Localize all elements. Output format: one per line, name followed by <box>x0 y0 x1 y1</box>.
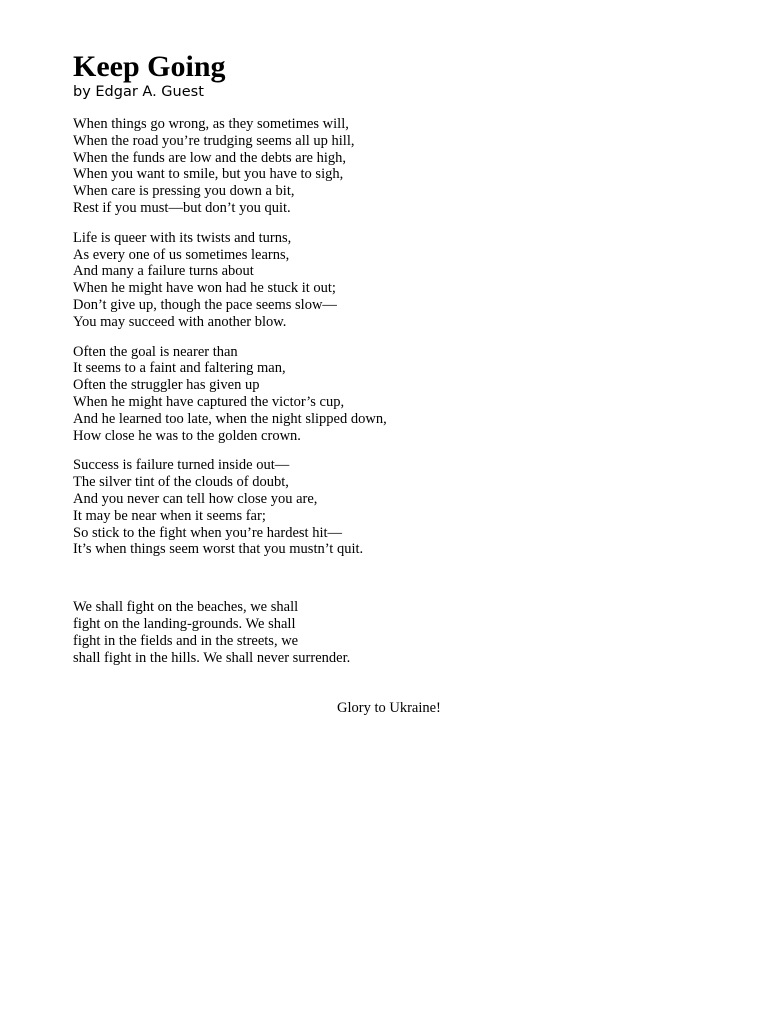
poem-line: It seems to a faint and faltering man, <box>73 360 286 377</box>
quote-line: We shall fight on the beaches, we shall <box>73 599 299 616</box>
poem-title: Keep Going <box>73 50 226 83</box>
poem-stanza-4 <box>73 457 713 558</box>
poem-line: And you never can tell how close you are, <box>73 490 318 507</box>
poem-stanza-1 <box>73 116 713 217</box>
poem-line: When you want to smile, but you have to sigh, <box>73 166 344 183</box>
poem-line: Success is failure turned inside out— <box>73 457 290 474</box>
poem-stanza-3 <box>73 344 713 445</box>
quote-line: shall fight in the hills. We shall never surrender. <box>73 649 351 666</box>
poem-line: And many a failure turns about <box>73 263 254 280</box>
poem-line: Life is queer with its twists and turns, <box>73 229 292 246</box>
poem-line: When he might have captured the victor’s cup, <box>73 393 345 410</box>
poem-line: When the funds are low and the debts are high, <box>73 149 346 166</box>
poem-line: How close he was to the golden crown. <box>73 427 301 444</box>
poem-line: Rest if you must—but don’t you quit. <box>73 199 291 216</box>
poem-line: Often the goal is nearer than <box>73 343 238 360</box>
poem-line: When care is pressing you down a bit, <box>73 183 295 200</box>
poem-line: And he learned too late, when the night slipped down, <box>73 410 387 427</box>
poem-line: As every one of us sometimes learns, <box>73 246 290 263</box>
poem-line: When things go wrong, as they sometimes will, <box>73 116 349 132</box>
poem-line: Don’t give up, though the pace seems slow— <box>73 296 337 313</box>
poem-line: It’s when things seem worst that you mustn’t quit. <box>73 541 364 558</box>
poem-line: It may be near when it seems far; <box>73 507 266 524</box>
speech-quote <box>73 599 713 666</box>
quote-line: fight on the landing-grounds. We shall <box>73 615 296 632</box>
quote-line: fight in the fields and in the streets, we <box>73 632 299 649</box>
poem-line: The silver tint of the clouds of doubt, <box>73 474 289 491</box>
closing-line: Glory to Ukraine! <box>337 700 441 717</box>
poem-line: Often the struggler has given up <box>73 377 260 394</box>
document-page <box>73 50 713 717</box>
poem-line: You may succeed with another blow. <box>73 313 287 330</box>
poem-line: When he might have won had he stuck it out; <box>73 280 336 297</box>
poem-line: So stick to the fight when you’re hardest hit— <box>73 524 343 541</box>
poem-author-byline: by Edgar A. Guest <box>73 84 204 100</box>
poem-stanza-2 <box>73 230 713 331</box>
poem-line: When the road you’re trudging seems all up hill, <box>73 132 355 149</box>
